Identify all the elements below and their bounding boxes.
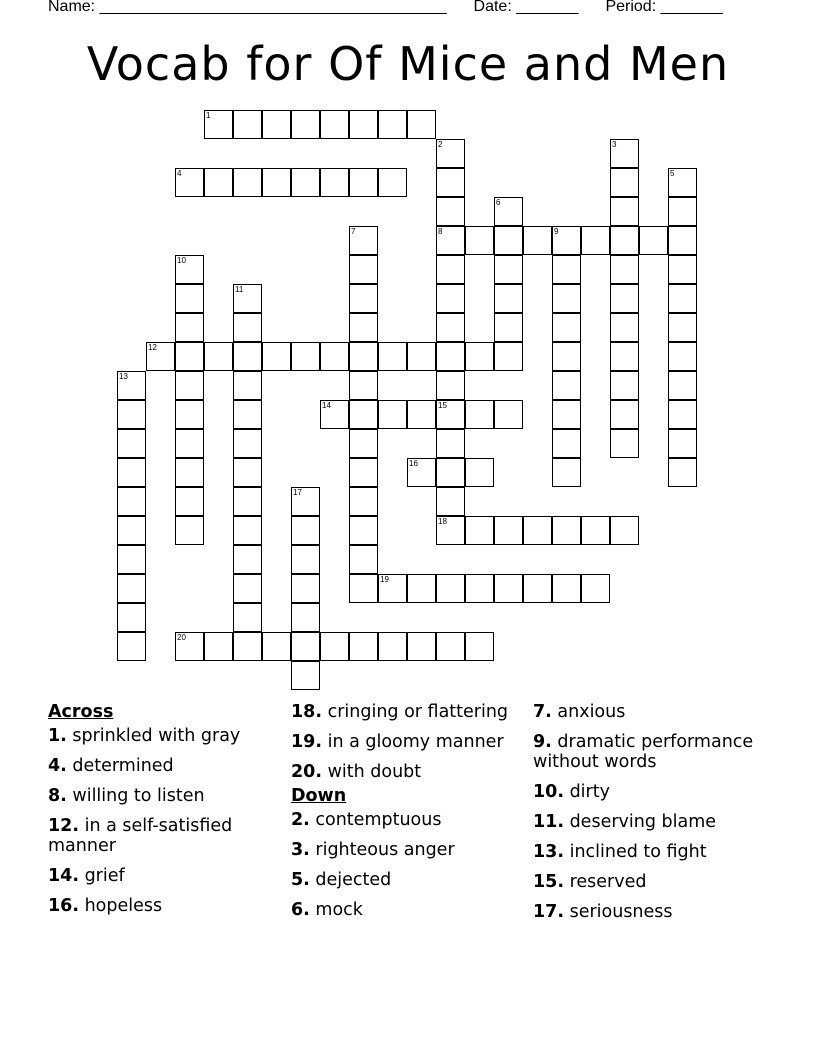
clue-item-text: dramatic performance without words [533,732,754,772]
date-blank[interactable]: _______ [516,0,579,15]
clue-number: 5 [670,169,675,178]
crossword-cell[interactable] [291,168,320,197]
crossword-cell[interactable] [291,632,320,661]
crossword-cell[interactable] [436,255,465,284]
crossword-cell[interactable] [668,226,697,255]
clue-number: 16 [409,459,418,468]
crossword-cell[interactable] [523,516,552,545]
crossword-cell[interactable] [349,400,378,429]
clue-number: 2 [438,140,443,149]
crossword-cell[interactable] [581,226,610,255]
clue-number: 12 [148,343,157,352]
crossword-cell[interactable] [668,371,697,400]
crossword-cell[interactable] [552,255,581,284]
crossword-cell[interactable] [523,574,552,603]
crossword-cell[interactable] [349,284,378,313]
crossword-cell[interactable] [262,342,291,371]
crossword-cell[interactable] [465,574,494,603]
crossword-cell[interactable] [117,516,146,545]
crossword-cell[interactable] [175,168,204,197]
crossword-cell[interactable] [436,400,465,429]
clue-item [48,726,280,746]
clue-item [291,900,523,920]
crossword-cell[interactable] [494,284,523,313]
crossword-cell[interactable] [291,603,320,632]
crossword-cell[interactable] [436,516,465,545]
crossword-cell[interactable] [552,313,581,342]
crossword-cell[interactable] [378,168,407,197]
crossword-cell[interactable] [407,342,436,371]
crossword-cell[interactable] [378,342,407,371]
crossword-cell[interactable] [610,516,639,545]
crossword-cell[interactable] [262,110,291,139]
crossword-cell[interactable] [117,632,146,661]
clue-item [291,732,523,752]
clue-item-text: grief [79,866,125,886]
clue-number: 11 [235,285,244,294]
crossword-cell[interactable] [668,284,697,313]
crossword-cell[interactable] [407,110,436,139]
clue-item-number: 17. [533,902,565,922]
clue-item-text: hopeless [79,896,163,916]
across-heading: Across [48,702,114,722]
crossword-cell[interactable] [349,516,378,545]
clue-item-number: 3. [291,840,310,860]
clue-item-number: 9. [533,732,552,752]
clue-item-text: contemptuous [309,810,442,830]
clue-item-text: determined [66,756,174,776]
crossword-cell[interactable] [610,255,639,284]
crossword-cell[interactable] [610,284,639,313]
name-blank[interactable]: _______________________________________ [99,0,447,15]
crossword-cell[interactable] [465,226,494,255]
clue-item [533,842,765,862]
crossword-cell[interactable] [465,400,494,429]
crossword-cell[interactable] [668,313,697,342]
crossword-cell[interactable] [233,168,262,197]
crossword-cell[interactable] [175,284,204,313]
crossword-cell[interactable] [233,429,262,458]
crossword-cell[interactable] [175,458,204,487]
clue-item-text: in a gloomy manner [322,732,504,752]
crossword-cell[interactable] [552,458,581,487]
crossword-cell[interactable] [639,226,668,255]
crossword-cell[interactable] [349,342,378,371]
crossword-cell[interactable] [320,342,349,371]
crossword-cell[interactable] [552,516,581,545]
crossword-cell[interactable] [349,574,378,603]
crossword-cell[interactable] [494,342,523,371]
clue-item [291,702,523,722]
crossword-cell[interactable] [320,632,349,661]
clue-number: 14 [322,401,331,410]
crossword-cell[interactable] [378,110,407,139]
clue-item-number: 4. [48,756,67,776]
clue-item-text: willing to listen [66,786,205,806]
crossword-cell[interactable] [233,284,262,313]
clue-item-text: inclined to fight [564,842,707,862]
clue-item-number: 5. [291,870,310,890]
crossword-cell[interactable] [523,226,552,255]
clue-number: 15 [438,401,447,410]
crossword-cell[interactable] [233,110,262,139]
crossword-cell[interactable] [465,516,494,545]
crossword-cell[interactable] [117,603,146,632]
crossword-cell[interactable] [349,168,378,197]
crossword-cell[interactable] [233,313,262,342]
clue-number: 8 [438,227,443,236]
crossword-cell[interactable] [610,168,639,197]
clue-item [48,816,280,856]
crossword-cell[interactable] [552,400,581,429]
clue-item-text: sprinkled with gray [66,726,241,746]
clue-item [291,870,523,890]
crossword-cell[interactable] [436,458,465,487]
crossword-cell[interactable] [436,429,465,458]
clue-item-number: 19. [291,732,323,752]
crossword-cell[interactable] [117,545,146,574]
crossword-cell[interactable] [349,371,378,400]
crossword-cell[interactable] [175,255,204,284]
crossword-cell[interactable] [204,632,233,661]
crossword-cell[interactable] [407,458,436,487]
crossword-cell[interactable] [233,545,262,574]
crossword-cell[interactable] [175,429,204,458]
crossword-cell[interactable] [378,400,407,429]
crossword-cell[interactable] [320,168,349,197]
clue-item [48,866,280,886]
clue-item-text: cringing or flattering [322,702,509,722]
clue-item [291,810,523,830]
clue-number: 18 [438,517,447,526]
clue-item-text: reserved [564,872,647,892]
clue-number: 20 [177,633,186,642]
crossword-cell[interactable] [552,429,581,458]
clue-number: 7 [351,227,356,236]
clue-item-number: 2. [291,810,310,830]
clue-item-number: 18. [291,702,323,722]
crossword-cell[interactable] [552,574,581,603]
crossword-cell[interactable] [233,516,262,545]
crossword-cell[interactable] [581,516,610,545]
clue-item-number: 10. [533,782,565,802]
crossword-cell[interactable] [349,313,378,342]
clue-item-number: 14. [48,866,80,886]
crossword-cell[interactable] [668,458,697,487]
crossword-cell[interactable] [146,342,175,371]
clue-item-text: righteous anger [309,840,455,860]
crossword-cell[interactable] [349,458,378,487]
crossword-cell[interactable] [175,400,204,429]
crossword-cell[interactable] [407,400,436,429]
crossword-cell[interactable] [117,458,146,487]
clue-item-text: with doubt [322,762,422,782]
crossword-cell[interactable] [233,342,262,371]
clue-item [48,896,280,916]
crossword-cell[interactable] [494,255,523,284]
crossword-cell[interactable] [552,342,581,371]
crossword-cell[interactable] [204,168,233,197]
crossword-cell[interactable] [233,487,262,516]
crossword-cell[interactable] [233,400,262,429]
crossword-cell[interactable] [378,632,407,661]
clue-item [48,786,280,806]
crossword-cell[interactable] [233,574,262,603]
clue-item-number: 8. [48,786,67,806]
crossword-cell[interactable] [291,661,320,690]
crossword-cell[interactable] [610,371,639,400]
crossword-cell[interactable] [610,429,639,458]
clue-item-text: seriousness [564,902,673,922]
crossword-cell[interactable] [349,255,378,284]
crossword-cell[interactable] [436,342,465,371]
clues-column-1 [48,702,280,926]
clue-number: 1 [206,111,211,120]
crossword-cell[interactable] [349,110,378,139]
clue-number: 17 [293,488,302,497]
clues-column-2 [291,702,523,930]
crossword-cell[interactable] [291,110,320,139]
crossword-cell[interactable] [204,110,233,139]
clue-item-number: 15. [533,872,565,892]
crossword-cell[interactable] [436,197,465,226]
crossword-cell[interactable] [668,255,697,284]
clue-number: 10 [177,256,186,265]
clue-number: 4 [177,169,182,178]
clue-number: 9 [554,227,559,236]
clue-item-number: 16. [48,896,80,916]
clue-item-number: 12. [48,816,80,836]
crossword-cell[interactable] [581,574,610,603]
clue-item-number: 13. [533,842,565,862]
clue-item-text: dirty [564,782,610,802]
clue-item-number: 7. [533,702,552,722]
crossword-cell[interactable] [175,516,204,545]
crossword-cell[interactable] [552,371,581,400]
crossword-cell[interactable] [436,313,465,342]
crossword-cell[interactable] [436,284,465,313]
crossword-cell[interactable] [610,139,639,168]
crossword-cell[interactable] [117,574,146,603]
crossword-cell[interactable] [320,400,349,429]
crossword-cell[interactable] [320,110,349,139]
crossword-cell[interactable] [204,342,233,371]
crossword-cell[interactable] [494,313,523,342]
period-label: Period: [605,0,657,15]
crossword-cell[interactable] [668,342,697,371]
crossword-cell[interactable] [436,371,465,400]
crossword-cell[interactable] [291,342,320,371]
crossword-cell[interactable] [668,400,697,429]
clue-item-text: dejected [309,870,392,890]
clue-item [533,782,765,802]
crossword-cell[interactable] [668,429,697,458]
crossword-cell[interactable] [349,226,378,255]
crossword-cell[interactable] [407,574,436,603]
clue-item [533,872,765,892]
crossword-cell[interactable] [610,197,639,226]
crossword-cell[interactable] [436,632,465,661]
clue-item-number: 11. [533,812,565,832]
clue-number: 3 [612,140,617,149]
crossword-cell[interactable] [668,168,697,197]
name-label: Name: [48,0,96,15]
crossword-cell[interactable] [233,603,262,632]
clue-item-text: in a self-satisfied manner [48,816,233,856]
crossword-cell[interactable] [465,342,494,371]
crossword-cell[interactable] [233,371,262,400]
crossword-cell[interactable] [291,545,320,574]
crossword-cell[interactable] [436,487,465,516]
crossword-cell[interactable] [262,632,291,661]
crossword-cell[interactable] [494,197,523,226]
crossword-cell[interactable] [436,168,465,197]
clue-item [533,812,765,832]
clue-item-text: deserving blame [564,812,717,832]
crossword-cell[interactable] [175,487,204,516]
crossword-cell[interactable] [494,400,523,429]
clue-item-number: 20. [291,762,323,782]
crossword-cell[interactable] [349,429,378,458]
crossword-cell[interactable] [117,487,146,516]
crossword-cell[interactable] [610,226,639,255]
crossword-cell[interactable] [291,574,320,603]
crossword-cell[interactable] [262,168,291,197]
crossword-cell[interactable] [117,371,146,400]
crossword-cell[interactable] [175,371,204,400]
crossword-cell[interactable] [436,139,465,168]
crossword-cell[interactable] [552,226,581,255]
crossword-cell[interactable] [233,632,262,661]
crossword-cell[interactable] [117,400,146,429]
clue-item [533,702,765,722]
crossword-cell[interactable] [494,516,523,545]
crossword-cell[interactable] [291,516,320,545]
crossword-cell[interactable] [436,226,465,255]
crossword-cell[interactable] [349,632,378,661]
clue-item [48,756,280,776]
clue-item-number: 1. [48,726,67,746]
clues-column-3 [533,702,765,932]
crossword-cell[interactable] [349,545,378,574]
clue-item-text: anxious [551,702,626,722]
crossword-cell[interactable] [668,197,697,226]
crossword-cell[interactable] [175,313,204,342]
crossword-cell[interactable] [465,458,494,487]
crossword-cell[interactable] [291,487,320,516]
clue-item [533,732,765,772]
clue-item [533,902,765,922]
clue-item-text: mock [309,900,363,920]
clue-number: 19 [380,575,389,584]
crossword-cell[interactable] [552,284,581,313]
date-label: Date: [473,0,512,15]
crossword-cell[interactable] [494,226,523,255]
page-title: Vocab for Of Mice and Men [86,37,730,91]
clue-item-number: 6. [291,900,310,920]
crossword-cell[interactable] [407,632,436,661]
clue-item [291,762,523,782]
down-heading: Down [291,786,347,806]
crossword-cell[interactable] [349,487,378,516]
crossword-cell[interactable] [610,400,639,429]
crossword-cell[interactable] [175,342,204,371]
crossword-cell[interactable] [494,574,523,603]
crossword-cell[interactable] [465,632,494,661]
crossword-cell[interactable] [233,458,262,487]
period-blank[interactable]: _______ [660,0,723,15]
clue-number: 13 [119,372,128,381]
crossword-cell[interactable] [610,342,639,371]
clue-number: 6 [496,198,501,207]
crossword-cell[interactable] [117,429,146,458]
crossword-cell[interactable] [610,313,639,342]
crossword-cell[interactable] [175,632,204,661]
clue-item [291,840,523,860]
crossword-cell[interactable] [436,574,465,603]
crossword-cell[interactable] [378,574,407,603]
